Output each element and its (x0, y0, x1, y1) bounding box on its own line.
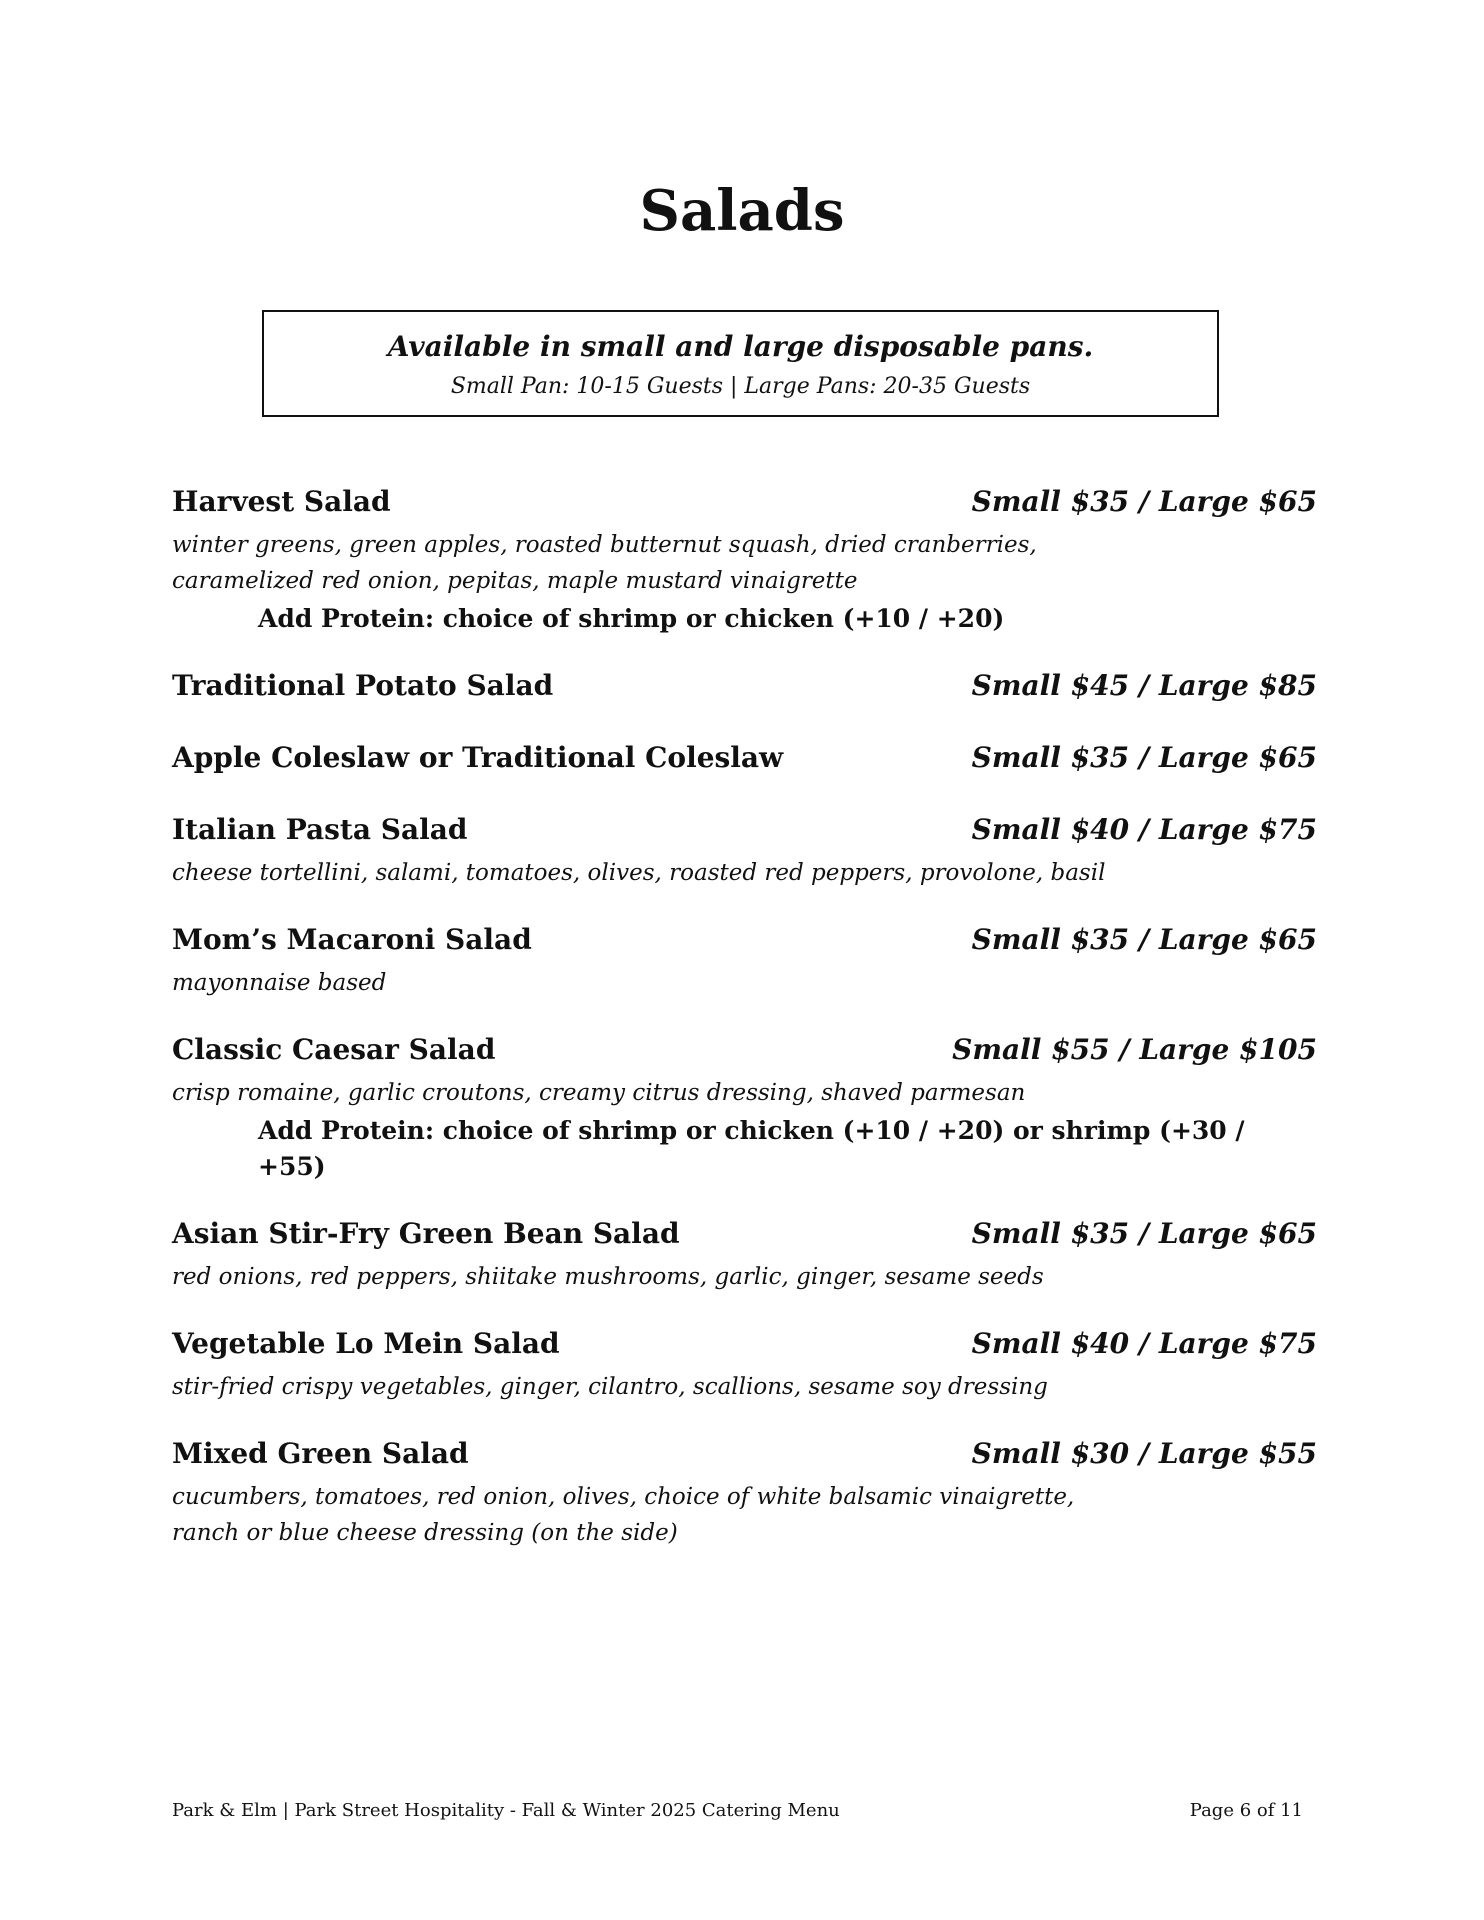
menu-item (172, 923, 1317, 1001)
menu-item-description-line: caramelized red onion, pepitas, maple mustard vinaigrette (172, 568, 858, 594)
menu-item-description (172, 855, 1317, 891)
menu-item-header (172, 1437, 1317, 1477)
menu-item (172, 1033, 1317, 1185)
menu-item-name: Italian Pasta Salad (172, 813, 468, 846)
menu-item-price: Small $40 / Large $75 (971, 813, 1317, 846)
menu-item-description-line: ranch or blue cheese dressing (on the side) (172, 1520, 678, 1546)
menu-item (172, 1217, 1317, 1295)
menu-item-description-line: cucumbers, tomatoes, red onion, olives, choice of white balsamic vinaigrette, (172, 1484, 1075, 1510)
menu-item-description-line: winter greens, green apples, roasted butternut squash, dried cranberries, (172, 532, 1037, 558)
menu-item-header (172, 923, 1317, 963)
menu-item-header (172, 1033, 1317, 1073)
menu-item (172, 1327, 1317, 1405)
menu-item-description (172, 1479, 1317, 1551)
menu-item-price: Small $35 / Large $65 (971, 923, 1317, 956)
menu-item-name: Classic Caesar Salad (172, 1033, 496, 1066)
menu-item-price: Small $45 / Large $85 (971, 669, 1317, 702)
menu-item-description (172, 1075, 1317, 1111)
menu-item-price: Small $35 / Large $65 (971, 741, 1317, 774)
footer-page-number: Page 6 of 11 (1189, 1800, 1303, 1821)
menu-item-header (172, 741, 1317, 781)
menu-item-description-line: cheese tortellini, salami, tomatoes, olives, roasted red peppers, provolone, basil (172, 860, 1106, 886)
menu-item-description-line: stir-fried crispy vegetables, ginger, cilantro, scallions, sesame soy dressing (172, 1374, 1048, 1400)
menu-item-description-line: crisp romaine, garlic croutons, creamy citrus dressing, shaved parmesan (172, 1080, 1026, 1106)
menu-item-header (172, 485, 1317, 525)
pan-info-box (262, 310, 1219, 417)
menu-item-name: Apple Coleslaw or Traditional Coleslaw (172, 741, 784, 774)
menu-item (172, 485, 1317, 637)
menu-item-description (172, 527, 1317, 599)
menu-item (172, 813, 1317, 891)
menu-item-header (172, 1217, 1317, 1257)
page-title: Salads (639, 178, 845, 244)
menu-item-name: Harvest Salad (172, 485, 391, 518)
menu-item-header (172, 669, 1317, 709)
menu-item-price: Small $35 / Large $65 (971, 1217, 1317, 1250)
menu-item (172, 741, 1317, 781)
menu-item-price: Small $55 / Large $105 (952, 1033, 1317, 1066)
menu-item-price: Small $40 / Large $75 (971, 1327, 1317, 1360)
pan-info-detail: Small Pan: 10-15 Guests | Large Pans: 20-35 Guests (450, 374, 1031, 399)
menu-item-description (172, 1369, 1317, 1405)
menu-item-protein-addon: Add Protein: choice of shrimp or chicken (+10 / +20) or shrimp (+30 / +55) (258, 1116, 1245, 1181)
pan-info-headline: Available in small and large disposable pans. (387, 330, 1094, 363)
menu-item-price: Small $30 / Large $55 (971, 1437, 1317, 1470)
menu-item-header (172, 813, 1317, 853)
menu-item (172, 669, 1317, 709)
menu-item-header (172, 1327, 1317, 1367)
menu-item-name: Vegetable Lo Mein Salad (172, 1327, 560, 1360)
menu-item (172, 1437, 1317, 1551)
menu-item-description (172, 965, 1317, 1001)
menu-item-protein-addon: Add Protein: choice of shrimp or chicken (+10 / +20) (258, 604, 1005, 633)
menu-item-description (172, 1259, 1317, 1295)
salad-menu-list (172, 485, 1317, 1583)
menu-item-name: Asian Stir-Fry Green Bean Salad (172, 1217, 680, 1250)
menu-item-name: Mom’s Macaroni Salad (172, 923, 532, 956)
menu-item-name: Mixed Green Salad (172, 1437, 469, 1470)
menu-item-price: Small $35 / Large $65 (971, 485, 1317, 518)
menu-item-description-line: mayonnaise based (172, 970, 387, 996)
menu-item-description-line: red onions, red peppers, shiitake mushrooms, garlic, ginger, sesame seeds (172, 1264, 1044, 1290)
menu-item-name: Traditional Potato Salad (172, 669, 554, 702)
footer-menu-title: Park & Elm | Park Street Hospitality - Fall & Winter 2025 Catering Menu (172, 1800, 840, 1821)
